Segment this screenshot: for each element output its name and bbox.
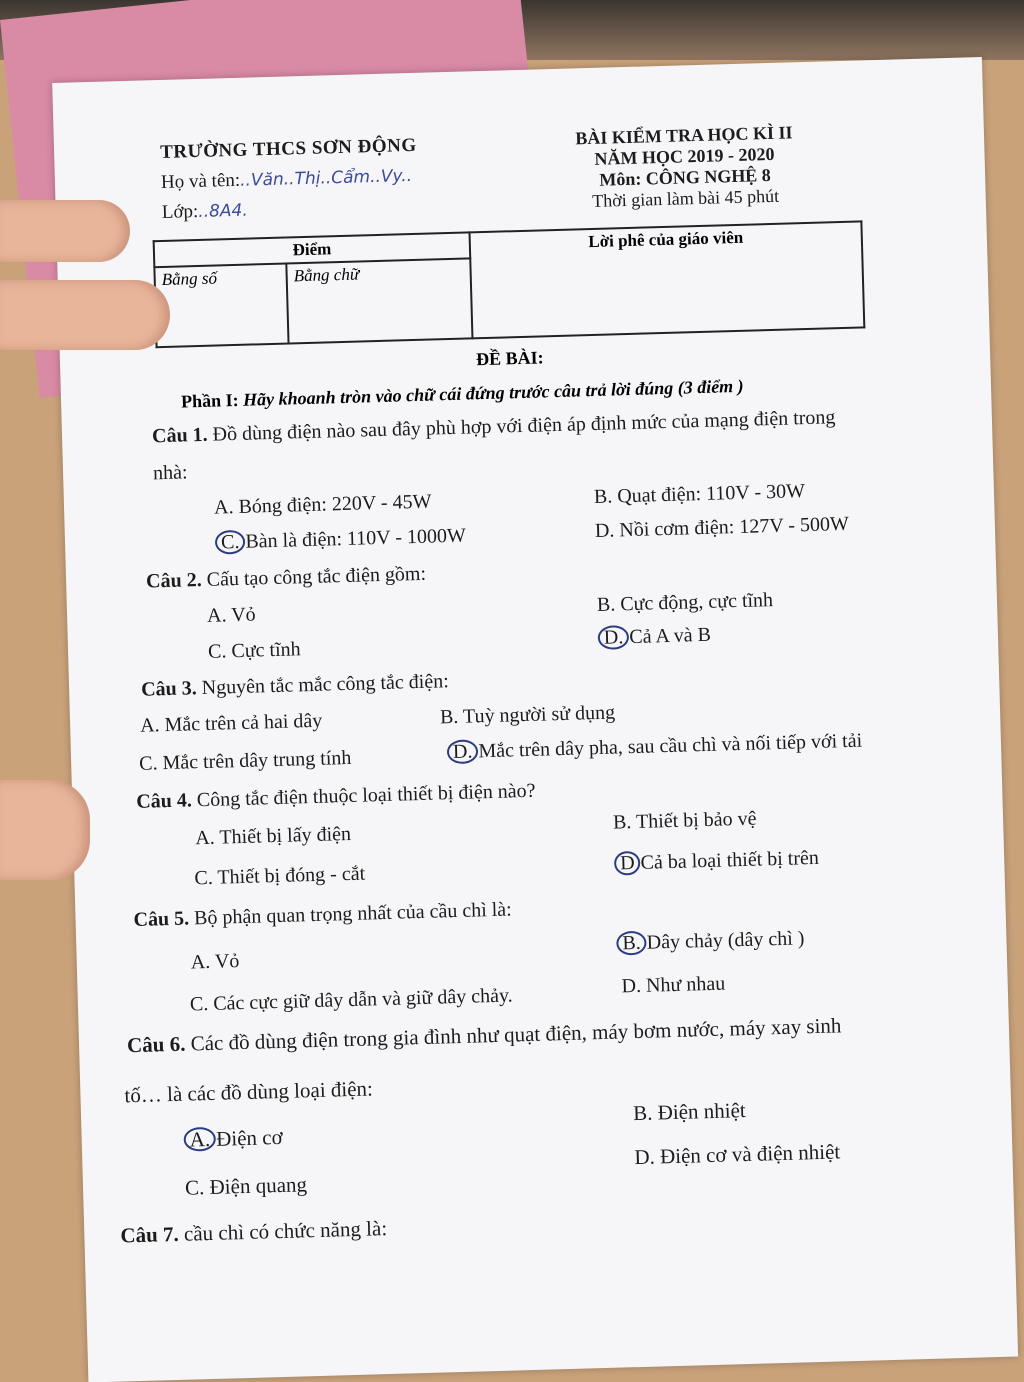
grade-table <box>153 220 866 348</box>
question-1-cont: nhà: <box>152 461 188 485</box>
part1-text: Hãy khoanh tròn vào chữ cái đứng trước câu trả lời đúng (3 điểm ) <box>242 375 744 410</box>
finger <box>0 780 90 880</box>
finger <box>0 200 130 262</box>
option-a: A. Vỏ <box>206 603 256 627</box>
score-words-cell: Bằng chữ <box>286 258 472 343</box>
question-1 <box>152 406 836 448</box>
header-right <box>554 122 816 213</box>
question-label: Câu 2. <box>145 569 203 593</box>
duration: Thời gian làm bài 45 phút <box>591 185 780 211</box>
option-d <box>598 623 712 650</box>
exam-paper <box>52 57 1018 1382</box>
option-d <box>614 846 819 876</box>
option-c: C. Cực tĩnh <box>207 638 301 663</box>
part1-label: Phần I: <box>180 389 239 412</box>
option-c <box>215 524 466 555</box>
class-line <box>162 195 419 224</box>
question-text: Công tắc điện thuộc loại thiết bị điện nào? <box>196 779 536 812</box>
question-text: Bộ phận quan trọng nhất của cầu chì là: <box>193 898 513 930</box>
question-label: Câu 1. <box>151 423 208 448</box>
class-value: ..8A4. <box>197 200 249 222</box>
question-6-cont: tố… là các đồ dùng loại điện: <box>124 1076 374 1108</box>
exam-title: BÀI KIỂM TRA HỌC KÌ II <box>575 122 793 149</box>
option-a: A. Thiết bị lấy điện <box>195 822 352 850</box>
school-year: NĂM HỌC 2019 - 2020 <box>594 143 775 169</box>
answer-circle: D. <box>447 739 479 764</box>
question-text: Đồ dùng điện nào sau đây phù hợp với điện áp định mức của mạng điện trong <box>212 406 836 446</box>
option-c: C. Các cực giữ dây dẫn và giữ dây chảy. <box>189 984 513 1016</box>
option-text: Dây chảy (dây chì ) <box>646 927 805 954</box>
question-label: Câu 6. <box>126 1031 186 1058</box>
subject: Môn: CÔNG NGHỆ 8 <box>599 164 772 190</box>
option-b: B. Tuỳ người sử dụng <box>439 701 616 729</box>
answer-circle: B. <box>616 931 647 956</box>
name-label: Họ và tên: <box>160 169 241 193</box>
option-a <box>183 1125 283 1153</box>
option-a: A. Bóng điện: 220V - 45W <box>213 490 432 519</box>
answer-circle: D <box>614 851 641 876</box>
finger <box>0 280 170 350</box>
question-7 <box>120 1216 387 1248</box>
class-label: Lớp: <box>161 200 199 223</box>
option-a: A. Vỏ <box>190 950 240 974</box>
question-3 <box>141 670 449 702</box>
question-5 <box>133 898 512 932</box>
school-name: TRƯỜNG THCS SƠN ĐỘNG <box>159 134 417 163</box>
comment-header: Lời phê của giáo viên <box>470 221 865 338</box>
option-text: Bàn là điện: 110V - 1000W <box>245 524 467 553</box>
option-c: C. Điện quang <box>184 1172 308 1200</box>
option-d: D. Như nhau <box>621 972 726 998</box>
option-d <box>447 729 863 765</box>
question-6 <box>127 1013 842 1058</box>
question-label: Câu 3. <box>140 677 198 701</box>
option-text: Cả A và B <box>629 623 712 649</box>
option-b: B. Thiết bị bảo vệ <box>612 807 757 834</box>
question-label: Câu 5. <box>133 907 190 932</box>
section-title: ĐỀ BÀI: <box>475 347 544 370</box>
option-b: B. Cực động, cực tĩnh <box>596 589 774 616</box>
option-d: D. Nồi cơm điện: 127V - 500W <box>594 512 850 543</box>
question-text: Nguyên tắc mắc công tắc điện: <box>201 670 450 700</box>
option-c: C. Mắc trên dây trung tính <box>138 746 352 775</box>
answer-circle: D. <box>598 625 630 650</box>
score-header: Điểm <box>154 232 471 267</box>
name-line <box>161 165 418 194</box>
answer-circle: C. <box>215 530 246 555</box>
answer-circle: A. <box>183 1127 216 1152</box>
option-b: B. Quạt điện: 110V - 30W <box>593 480 806 509</box>
option-a: A. Mắc trên cả hai dây <box>139 709 323 737</box>
question-text: Cấu tạo công tắc điện gồm: <box>206 562 427 591</box>
question-label: Câu 4. <box>135 789 193 813</box>
name-value: ..Văn..Thị..Cẩm..Vy.. <box>239 165 413 191</box>
option-text: Mắc trên dây pha, sau cầu chì và nối tiếp với tải <box>478 729 863 763</box>
header-left <box>160 135 419 224</box>
question-4 <box>136 780 536 814</box>
option-c: C. Thiết bị đóng - cắt <box>194 862 366 890</box>
option-text: Điện cơ <box>215 1124 283 1151</box>
option-b: B. Điện nhiệt <box>632 1098 747 1126</box>
score-number-cell: Bằng số <box>154 264 288 348</box>
question-2 <box>146 563 427 594</box>
option-text: Cả ba loại thiết bị trên <box>640 846 820 874</box>
question-text: cầu chì có chức năng là: <box>183 1216 388 1246</box>
question-text: Các đồ dùng điện trong gia đình như quạt điện, máy bơm nước, máy xay sinh <box>190 1013 842 1056</box>
option-d: D. Điện cơ và điện nhiệt <box>634 1139 841 1170</box>
part1-instruction <box>181 376 744 413</box>
option-b <box>616 926 805 955</box>
question-label: Câu 7. <box>120 1221 180 1248</box>
